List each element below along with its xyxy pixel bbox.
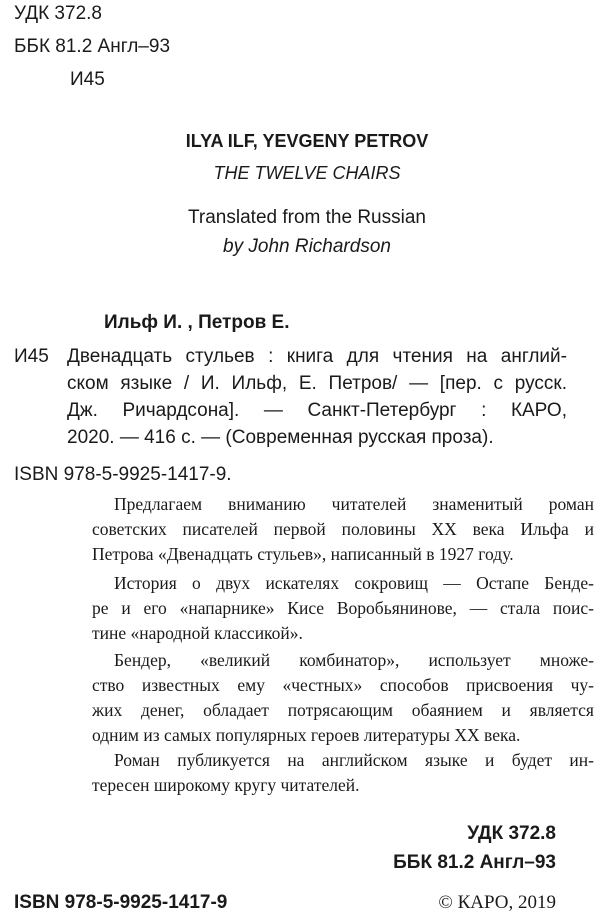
catalog-isbn: ISBN 978-5-9925-1417-9.	[14, 464, 232, 485]
author-mark-top: И45	[70, 69, 105, 90]
annotation-line: ре и его «напарнике» Кисе Воробьянинове, — стала поис-	[92, 598, 594, 618]
catalog-description-line: Двенадцать стульев : книга для чтения на англий-	[67, 346, 567, 367]
annotation-line: тине «народной классикой».	[92, 623, 303, 643]
annotation-line: История о двух искателях сокровищ — Остапе Бенде-	[114, 573, 594, 593]
translator-line: by John Richardson	[223, 236, 391, 257]
annotation-paragraph	[92, 648, 594, 748]
catalog-description-line: ском языке / И. Ильф, Е. Петров/ — [пер. с русск.	[67, 373, 567, 394]
annotation-line: тересен широкому кругу читателей.	[92, 775, 360, 795]
translated-from-line: Translated from the Russian	[188, 207, 426, 228]
udk-code-top: УДК 372.8	[14, 3, 102, 24]
annotation-paragraph	[92, 748, 594, 798]
annotation-paragraph	[92, 571, 594, 646]
annotation-line: Петрова «Двенадцать стульев», написанный в 1927 году.	[92, 544, 514, 564]
annotation-line: Роман публикуется на английском языке и будет ин-	[114, 750, 594, 770]
annotation-line: ство известных ему «честных» способов присвоения чу-	[92, 675, 594, 695]
catalog-mark: И45	[14, 346, 49, 367]
catalog-heading: Ильф И. , Петров Е.	[104, 312, 290, 333]
catalog-description-line: 2020. — 416 с. — (Современная русская проза).	[67, 427, 494, 448]
annotation-line: одним из самых популярных героев литературы XX века.	[92, 725, 521, 745]
isbn-footer: ISBN 978-5-9925-1417-9	[14, 892, 228, 913]
catalog-description-line: Дж. Ричардсона]. — Санкт-Петербург : КАРО,	[67, 400, 567, 421]
annotation-line: Предлагаем вниманию читателей знаменитый роман	[114, 494, 594, 514]
annotation-line: советских писателей первой половины XX века Ильфа и	[92, 519, 594, 539]
bbk-code-bottom: ББК 81.2 Англ–93	[393, 852, 556, 873]
annotation-line: Бендер, «великий комбинатор», использует множе-	[114, 650, 594, 670]
copyright-notice: © КАРО, 2019	[438, 892, 556, 913]
annotation-line: жих денег, обладает потрясающим обаянием и является	[92, 700, 594, 720]
english-title: THE TWELVE CHAIRS	[213, 163, 401, 183]
english-authors: ILYA ILF, YEVGENY PETROV	[185, 131, 429, 151]
annotation-paragraph	[92, 492, 594, 567]
bbk-code-top: ББК 81.2 Англ–93	[14, 36, 171, 57]
udk-code-bottom: УДК 372.8	[467, 823, 556, 844]
